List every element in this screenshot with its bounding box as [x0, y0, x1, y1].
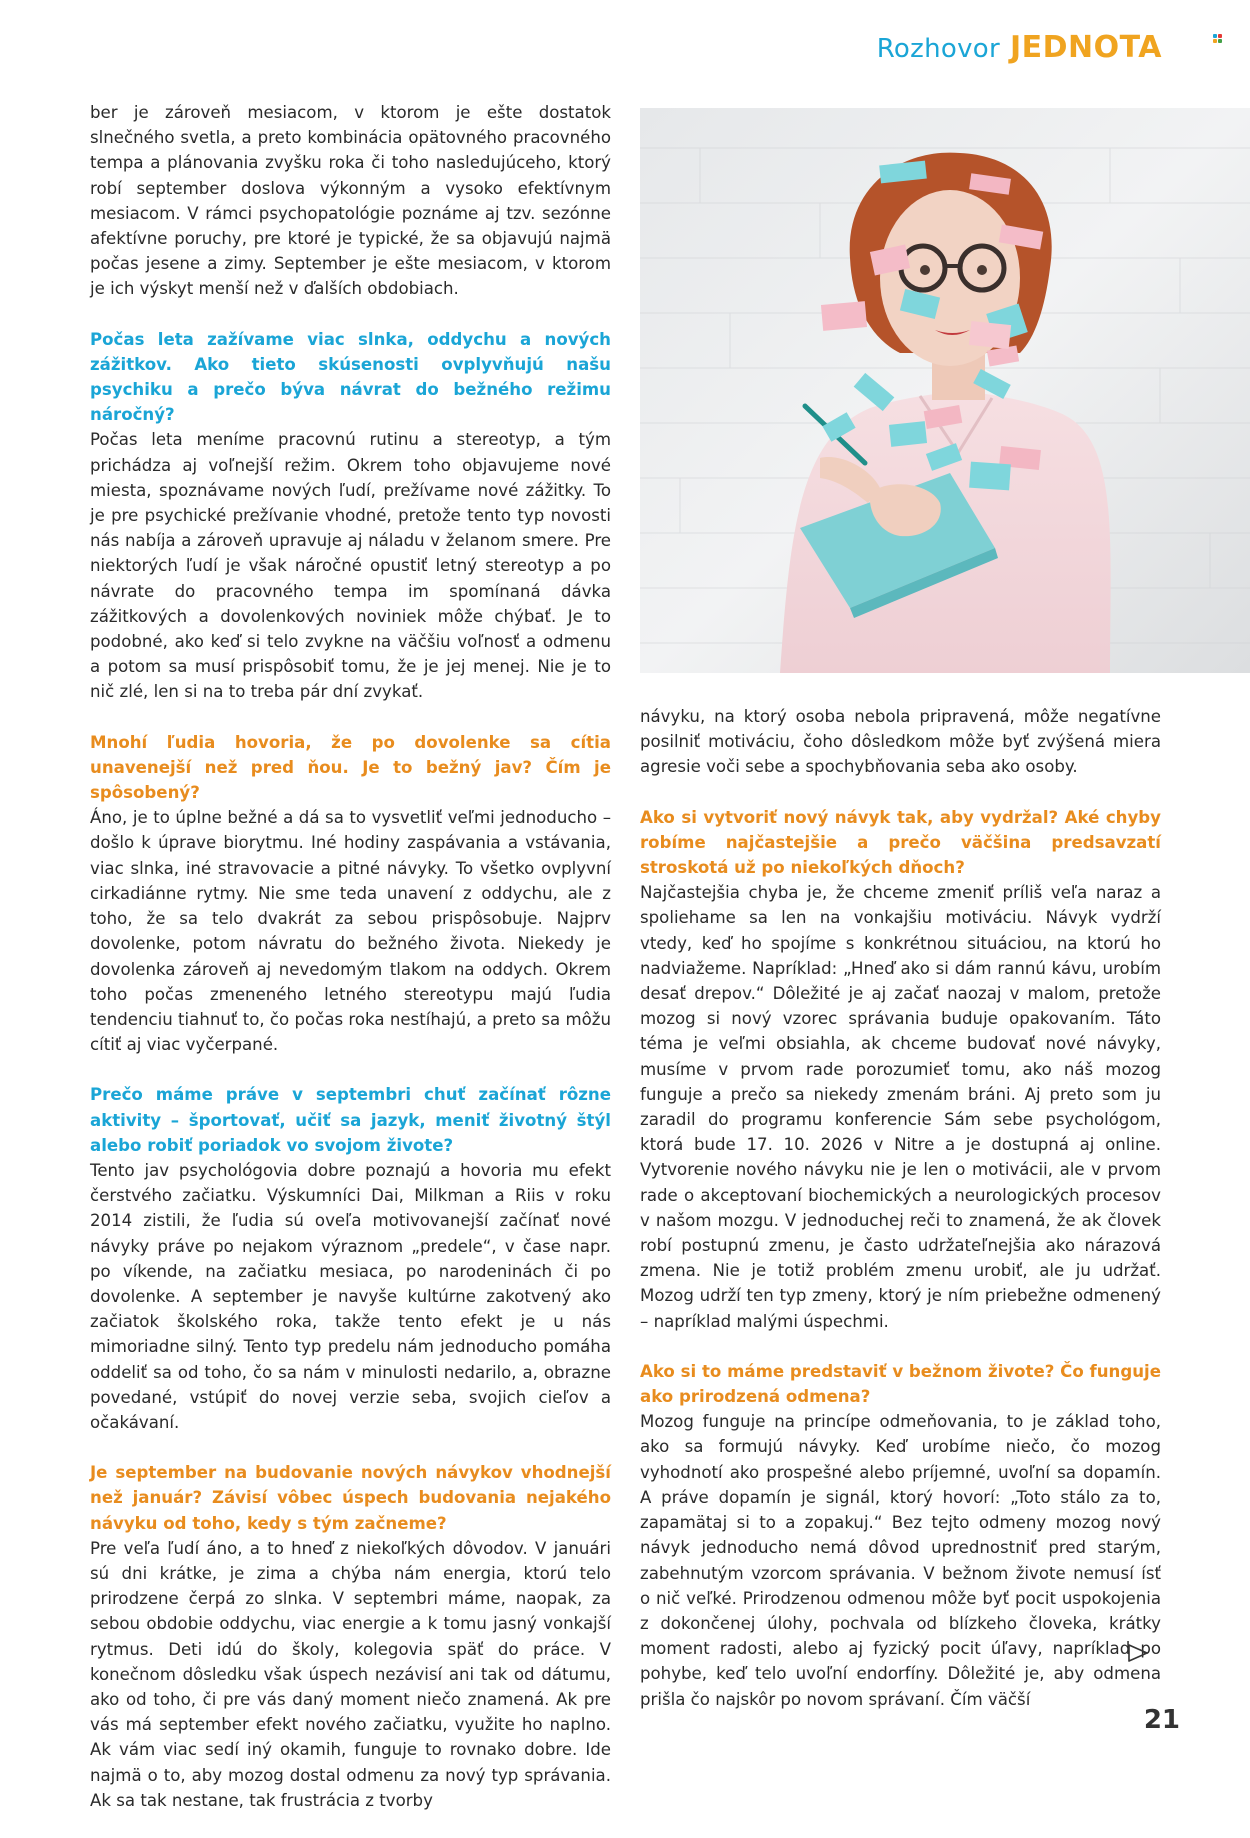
interview-question: Ako si to máme predstaviť v bežnom živote? Čo funguje ako prirodzená odmena? — [640, 1361, 1161, 1407]
brand-logo: JEDNOTA — [1009, 30, 1162, 65]
article-paragraph: Počas leta meníme pracovnú rutinu a stereotyp, a tým prichádza aj voľnejší režim. Okrem toho objavujeme nové miesta, spoznávame nových ľudí, prežívame nové zážitky. To je pre psychické prežívanie vhodné, pretože tento typ novosti nás nabíja a zároveň upravuje aj náladu v želanom smere. Pre niektorých ľudí je však náročné opustiť letný stereotyp a po návrate do pracovného tempa im spomínaná dávka zážitkových a dovolenkových noviniek môže chýbať. Je to podobné, ako keď si telo zvykne na väčšiu voľnosť a odmenu a potom sa musí prispôsobiť tomu, že je jej menej. Nie je to nič zlé, len si na to treba pár dní zvykať. — [90, 430, 611, 702]
article-paragraph: Pre veľa ľudí áno, a to hneď z niekoľkých dôvodov. V januári sú dni krátke, je zima a chýba nám energia, ktorú telo prirodzene čerpá zo slnka. V septembri máme, naopak, za sebou obdobie oddychu, viac energie a k tomu jasný vonkajší rytmus. Deti idú do školy, kolegovia späť do práce. V konečnom dôsledku však úspech nezávisí ani tak od dátumu, ako od toho, či pre vás daný moment niečo znamená. Ak pre vás má september efekt nového začiatku, využite ho naplno. Ak vám viac sedí iný okamih, funguje to rovnako dobre. Ide najmä o to, aby mozog dostal odmenu za nový typ správania. Ak sa tak nestane, tak frustrácia z tvorby — [90, 1538, 611, 1810]
article-paragraph: návyku, na ktorý osoba nebola pripravená, môže negatívne posilniť motiváciu, čoho dôsledkom môže byť zvýšená miera agresie voči sebe a spochybňovania seba ako osoby. — [640, 707, 1161, 777]
interview-question: Prečo máme práve v septembri chuť začínať rôzne aktivity – športovať, učiť sa jazyk, meniť životný štýl alebo robiť poriadok vo svojom živote? — [90, 1085, 611, 1155]
page-header — [877, 30, 1162, 65]
article-paragraph: Áno, je to úplne bežné a dá sa to vysvetliť veľmi jednoducho – došlo k úprave biorytmu. Iné hodiny zaspávania a vstávania, viac slnka, iné stravovacie a pitné návyky. To všetko ovplyvní cirkadiánne rytmy. Nie sme teda unavení z oddychu, ale z toho, že sa telo dvakrát za sebou prispôsobuje. Najprv dovolenke, potom návratu do bežného života. Niekedy je dovolenka zároveň aj nevedomým tlakom na oddych. Okrem toho počas zmeneného letného stereotypu majú ľudia tendenciu tiahnuť to, čo počas roka nestíhajú, a preto sa môžu cítiť aj viac vyčerpané. — [90, 808, 611, 1055]
article-paragraph: Najčastejšia chyba je, že chceme zmeniť príliš veľa naraz a spoliehame sa len na vonkajšiu motiváciu. Návyk vydrží vtedy, keď ho spojíme s konkrétnou situáciou, na ktorú ho nadviažeme. Napríklad: „Hneď ako si dám rannú kávu, urobím desať drepov.“ Dôležité je aj začať naozaj v malom, pretože mozog si nový vzorec správania buduje opakovaním. Táto téma je veľmi obsiahla, ak chceme budovať nové návyky, musíme v prvom rade porozumieť tomu, ako náš mozog funguje a prečo sa niekedy zmenám bráni. Aj preto som ju zaradil do programu konferencie Sám sebe psychológom, ktorá bude 17. 10. 2026 v Nitre a je dostupná aj online. Vytvorenie nového návyku nie je len o motivácii, ale v prvom rade o akceptovaní biochemických a neurologických procesov v našom mozgu. V jednoduchej reči to znamená, že ak človek robí postupnú zmenu, je často udržateľnejšia ako nárazová zmena. Nie je totiž problém zmenu urobiť, ale ju udržať. Mozog udrží ten typ zmeny, ktorý je ním priebežne odmenený – napríklad malými úspechmi. — [640, 883, 1161, 1331]
next-page-arrow-icon — [1126, 1643, 1150, 1663]
left-column — [90, 100, 611, 1838]
page-number: 21 — [1143, 1705, 1180, 1735]
woman-with-sticky-notes-illustration — [640, 108, 1250, 673]
interview-question: Ako si vytvoriť nový návyk tak, aby vydržal? Aké chyby robíme najčastejšie a prečo väčšina predsavzatí stroskotá už po niekoľkých dňoch? — [640, 807, 1161, 878]
article-paragraph: Mozog funguje na princípe odmeňovania, to je základ toho, ako sa formujú návyky. Keď urobíme niečo, čo mozog vyhodnotí ako prospešné alebo príjemné, uvoľní sa dopamín. A práve dopamín je signál, ktorý hovorí: „Toto stálo za to, zapamätaj si to a zopakuj.“ Bez tejto odmeny mozog nový návyk jednoducho nemá dôvod uprednostniť pred starým, zabehnutým vzorcom správania. V bežnom živote nemusí ísť o nič veľké. Prirodzenou odmenou môže byť pocit uspokojenia z dokončenej úlohy, pochvala od blízkeho človeka, krátky moment radosti, alebo aj fyzický pocit úľavy, napríklad po pohybe, keď telo uvoľní endorfíny. Dôležité je, aby odmena prišla čo najskôr po novom správaní. Čím väčší — [640, 1412, 1161, 1709]
interview-question: Počas leta zažívame viac slnka, oddychu a nových zážitkov. Ako tieto skúsenosti ovplyvňujú našu psychiku a prečo býva návrat do bežného režimu náročný? — [90, 329, 611, 425]
interview-question: Je september na budovanie nových návykov vhodnejší než január? Závisí vôbec úspech budovania nejakého návyku od toho, kedy s tým začneme? — [90, 1463, 611, 1533]
interview-question: Mnohí ľudia hovoria, že po dovolenke sa cítia unavenejší než pred ňou. Je to bežný jav? Čím je spôsobený? — [90, 732, 611, 803]
right-column — [640, 704, 1161, 1737]
section-label: Rozhovor — [876, 34, 1000, 64]
article-photo — [640, 108, 1250, 673]
article-paragraph: ber je zároveň mesiacom, v ktorom je ešte dostatok slnečného svetla, a preto kombinácia opätovného pracovného tempa a plánovania zvyšku roka či toho nasledujúceho, ktorý robí september doslova výkonným a vysoko efektívnym mesiacom. V rámci psychopatológie poznáme aj tzv. sezónne afektívne poruchy, pre ktoré je typické, že sa objavujú najmä počas jesene a zimy. September je ešte mesiacom, v ktorom je ich výskyt menší než v ďalších obdobiach. — [90, 103, 611, 299]
brand-dots-icon — [1213, 34, 1223, 44]
article-paragraph: Tento jav psychológovia dobre poznajú a hovoria mu efekt čerstvého začiatku. Výskumníci Dai, Milkman a Riis v roku 2014 zistili, že ľudia sú oveľa motivovanejší začínať nové návyky práve po nejakom výraznom „predele“, v čase napr. po víkende, na začiatku mesiaca, po narodeninách či po dovolenke. A september je navyše kultúrne zakotvený ako začiatok školského roka, takže tento efekt je u nás mimoriadne silný. Tento typ predelu nám jednoducho pomáha oddeliť sa od toho, čo sa nám v minulosti nedarilo, a, obrazne povedané, vstúpiť do novej verzie seba, svojich cieľov a očakávaní. — [90, 1160, 611, 1432]
